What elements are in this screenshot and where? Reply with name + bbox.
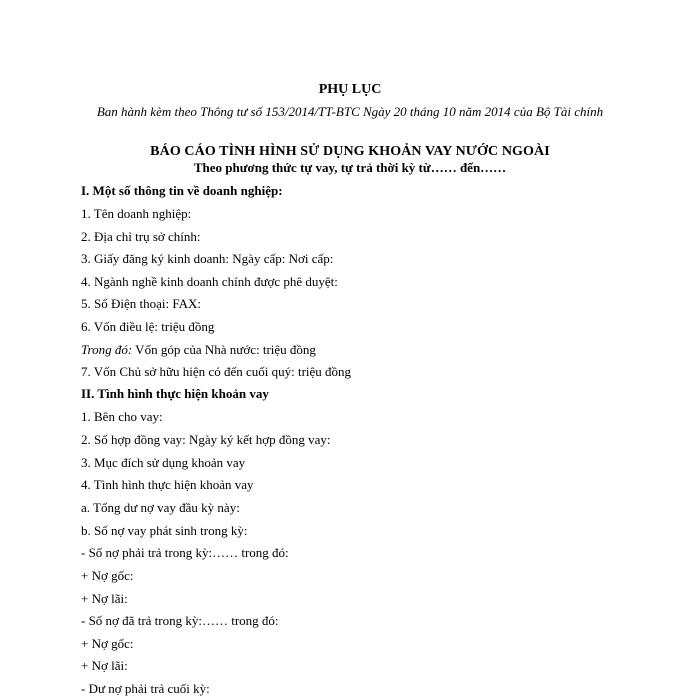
owner-equity-line: 7. Vốn Chủ sở hữu hiện có đến cuối quý: triệu đồng	[81, 364, 352, 379]
paid-in-period-line: - Số nợ đã trả trong kỳ:…… trong đó:	[81, 613, 279, 628]
business-registration-line: 3. Giấy đăng ký kinh doanh: Ngày cấp: Nơi cấp:	[81, 251, 334, 266]
lender-line: 1. Bên cho vay:	[81, 409, 163, 424]
payable-in-period-line: - Số nợ phải trả trong kỳ:…… trong đó:	[81, 545, 289, 560]
section-1-heading: I. Một số thông tin về doanh nghiệp:	[81, 183, 283, 198]
payable-interest-line: + Nợ lãi:	[81, 591, 128, 606]
paid-principal-line: + Nợ gốc:	[81, 636, 134, 651]
phone-fax-line: 5. Số Điện thoại: FAX:	[81, 296, 202, 311]
opening-balance-line: a. Tổng dư nợ vay đầu kỳ này:	[81, 500, 240, 515]
appendix-title: PHỤ LỤC	[318, 82, 382, 97]
business-lines-line: 4. Ngành nghề kinh doanh chính được phê duyệt:	[81, 274, 338, 289]
report-method: Theo phương thức tự vay, tự trả thời kỳ từ…… đến……	[193, 160, 507, 175]
state-capital-text: Vốn góp của Nhà nước: triệu đồng	[132, 342, 316, 357]
head-office-address-line: 2. Địa chỉ trụ sở chính:	[81, 229, 201, 244]
loan-purpose-line: 3. Mục đích sử dụng khoản vay	[81, 455, 246, 470]
company-name-line: 1. Tên doanh nghiệp:	[81, 206, 192, 221]
report-title: BÁO CÁO TÌNH HÌNH SỬ DỤNG KHOẢN VAY NƯỚC NGOÀI	[150, 144, 550, 159]
charter-capital-line: 6. Vốn điều lệ: triệu đồng	[81, 319, 215, 334]
loan-contract-line: 2. Số hợp đồng vay: Ngày ký kết hợp đồng vay:	[81, 432, 331, 447]
closing-balance-line: - Dư nợ phải trả cuối kỳ:	[81, 681, 210, 696]
in-which-label: Trong đó:	[81, 342, 133, 357]
arising-debt-line: b. Số nợ vay phát sinh trong kỳ:	[81, 523, 248, 538]
section-2-heading: II. Tình hình thực hiện khoản vay	[81, 386, 269, 401]
issued-with-note: Ban hành kèm theo Thông tư số 153/2014/TT-BTC Ngày 20 tháng 10 năm 2014 của Bộ Tài chính	[96, 104, 604, 119]
loan-performance-line: 4. Tình hình thực hiện khoản vay	[81, 477, 254, 492]
paid-interest-line: + Nợ lãi:	[81, 658, 128, 673]
payable-principal-line: + Nợ gốc:	[81, 568, 134, 583]
state-capital-line	[81, 342, 316, 358]
